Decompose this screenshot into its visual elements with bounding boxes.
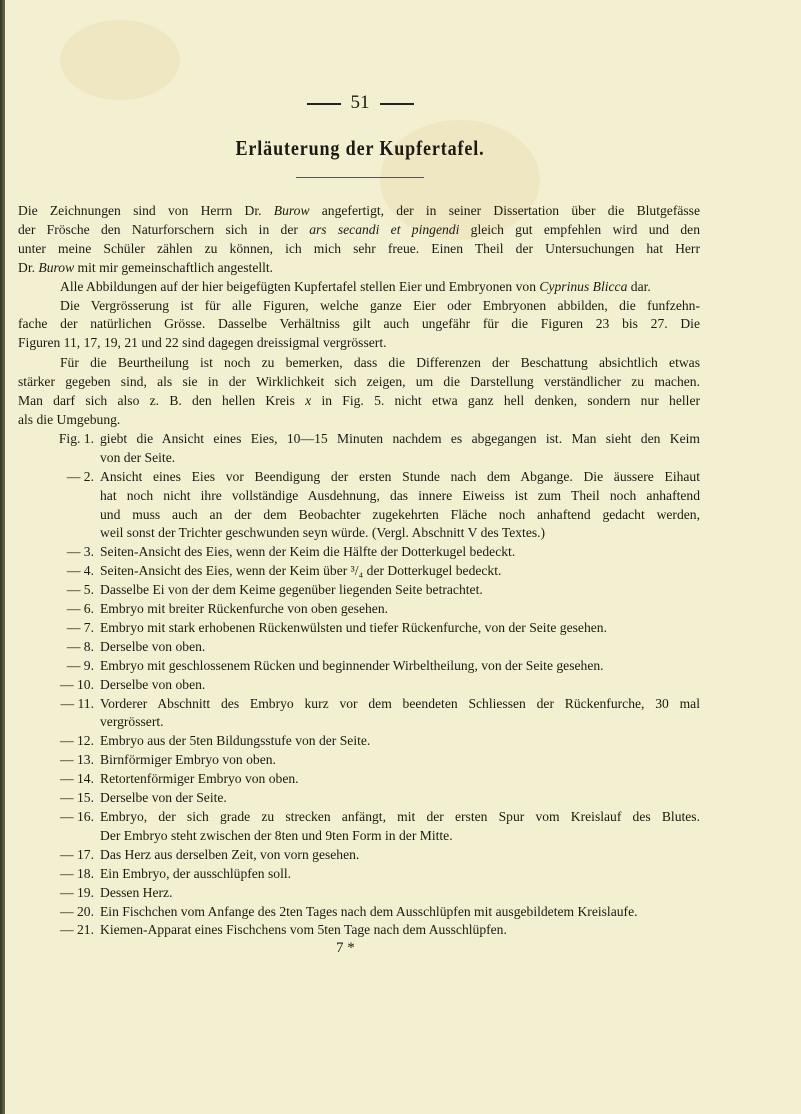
caption-line: Ein Embryo, der ausschlüpfen soll. <box>100 865 292 881</box>
ornament-right <box>380 103 414 105</box>
italic-text: x <box>305 393 312 409</box>
figure-label: — 3. <box>66 544 94 560</box>
caption-line: vergrössert. <box>100 714 164 730</box>
figure-caption <box>18 884 700 903</box>
figure-label: — 6. <box>66 601 94 617</box>
italic-text: Burow <box>38 259 75 275</box>
figure-caption <box>18 789 700 808</box>
figure-caption <box>18 543 700 562</box>
text-line <box>18 354 700 373</box>
figure-label: — 4. <box>66 563 94 579</box>
paper-stain <box>60 20 180 100</box>
figure-label: — 5. <box>66 582 94 598</box>
caption-line: weil sonst der Trichter geschwunden seyn würde. (Vergl. Abschnitt V des Textes.) <box>100 525 546 541</box>
caption-line: Dasselbe Ei von der dem Keime gegenüber liegenden Seite betrachtet. <box>100 582 483 598</box>
figure-label: — 7. <box>66 619 94 635</box>
signature-mark: 7 * <box>336 940 355 956</box>
caption-line: Kiemen-Apparat eines Fischchens vom 5ten Tage nach dem Ausschlüpfen. <box>100 922 507 938</box>
section-title: Erläuterung der Kupfertafel. <box>235 136 485 160</box>
text-segment: in Fig. 5. nicht etwa ganz hell denken, sondern nur heller <box>311 393 701 409</box>
figure-caption <box>18 808 700 846</box>
caption-line: Derselbe von oben. <box>100 638 206 654</box>
figure-caption <box>18 676 700 695</box>
figure-caption <box>18 619 700 638</box>
figure-caption <box>18 770 700 789</box>
title-rule <box>296 177 424 178</box>
figure-caption <box>18 751 700 770</box>
text-segment: Die Zeichnungen sind von Herrn Dr. <box>18 203 274 218</box>
text-segment: gleich gut empfehlen wird und den <box>459 221 701 237</box>
caption-line: giebt die Ansicht eines Eies, 10—15 Minuten nachdem es abgegangen ist. Man sieht den Keim <box>100 430 700 446</box>
caption-line: Vorderer Abschnitt des Embryo kurz vor dem beendeten Schliessen der Rückenfurche, 30 mal <box>100 695 700 711</box>
text-segment: der Frösche den Naturforschern sich in der <box>18 221 310 237</box>
caption-line: Dessen Herz. <box>100 884 173 900</box>
caption-line: Embryo, der sich grade zu strecken anfängt, mit der ersten Spur vom Kreislauf des Blutes. <box>100 809 700 824</box>
text-segment: fache der natürlichen Grösse. Dasselbe Verhältniss gilt auch ungefähr für die Figuren 23 bis 27. Die <box>18 316 700 332</box>
ornament-left <box>307 103 341 105</box>
body-text <box>18 202 700 940</box>
caption-line: Derselbe von der Seite. <box>100 790 227 806</box>
text-segment: Dr. <box>18 259 39 275</box>
caption-line: Das Herz aus derselben Zeit, von vorn gesehen. <box>100 846 360 862</box>
text-line <box>18 240 700 259</box>
italic-text: Burow <box>273 203 310 218</box>
text-line <box>18 373 700 392</box>
text-segment: mit mir gemeinschaftlich angestellt. <box>74 259 274 275</box>
caption-line: Seiten-Ansicht des Eies, wenn der Keim über ³/₄ der Dotterkugel bedeckt. <box>100 563 502 579</box>
caption-line: von der Seite. <box>100 449 176 465</box>
caption-line: Birnförmiger Embryo von oben. <box>100 752 276 768</box>
paragraph <box>18 278 700 297</box>
caption-line: Derselbe von oben. <box>100 676 206 692</box>
figure-caption <box>18 903 700 922</box>
text-segment: dar. <box>627 278 651 294</box>
caption-line: Embryo mit stark erhobenen Rückenwülsten und tiefer Rückenfurche, von der Seite gesehen. <box>100 619 607 635</box>
figure-label: — 18. <box>60 865 94 881</box>
text-segment: unter meine Schüler zählen zu können, ich mich sehr freue. Einen Theil der Untersuchungen hat Herr <box>18 240 700 256</box>
figure-caption <box>18 695 700 733</box>
figure-caption <box>18 732 700 751</box>
caption-line: Ansicht eines Eies vor Beendigung der ersten Stunde nach dem Abgange. Die äussere Eihaut <box>100 468 700 484</box>
figure-caption <box>18 600 700 619</box>
caption-line: Retortenförmiger Embryo von oben. <box>100 771 299 787</box>
caption-line: Embryo mit geschlossenem Rücken und beginnender Wirbeltheilung, von der Seite gesehen. <box>100 657 604 673</box>
paragraph <box>18 202 700 278</box>
page-number-text: 51 <box>350 92 370 113</box>
text-line <box>18 392 700 411</box>
figure-label: — 15. <box>60 790 94 806</box>
caption-line: Embryo mit breiter Rückenfurche von oben gesehen. <box>100 601 389 617</box>
page-number <box>0 92 720 114</box>
text-segment: Für die Beurtheilung ist noch zu bemerken, dass die Differenzen der Beschattung absichtlich etwas <box>60 355 700 371</box>
caption-line: Seiten-Ansicht des Eies, wenn der Keim die Hälfte der Dotterkugel bedeckt. <box>100 544 516 560</box>
figure-label: — 21. <box>60 922 94 938</box>
text-line <box>18 297 700 316</box>
figure-label: — 8. <box>66 638 94 654</box>
figure-caption <box>18 921 700 940</box>
text-segment: angefertigt, der in seiner Dissertation über die Blutgefässe <box>309 203 700 218</box>
text-segment: Man darf sich also z. B. den hellen Kreis <box>18 393 306 409</box>
figure-caption <box>18 430 700 468</box>
italic-text: Cyprinus Blicca <box>539 278 628 294</box>
text-line <box>18 315 700 334</box>
figure-caption <box>18 562 700 581</box>
italic-text: ars secandi et pingendi <box>309 221 460 237</box>
figure-caption <box>18 846 700 865</box>
figure-caption <box>18 581 700 600</box>
caption-line: Der Embryo steht zwischen der 8ten und 9ten Form in der Mitte. <box>100 827 453 843</box>
paragraph <box>18 354 700 430</box>
figure-label: — 19. <box>60 884 94 900</box>
figure-label: — 9. <box>66 657 94 673</box>
figure-label: — 17. <box>60 846 94 862</box>
figure-label: — 10. <box>60 676 94 692</box>
figure-label: — 12. <box>60 733 94 749</box>
figure-label: — 20. <box>60 903 94 919</box>
figure-label: — 14. <box>60 771 94 787</box>
text-segment: stärker gegeben sind, als sie in der Wirklichkeit sich zeigen, um die Darstellung verständlicher zu machen. <box>18 374 700 390</box>
paragraph <box>18 297 700 354</box>
figure-caption <box>18 638 700 657</box>
caption-line: Embryo aus der 5ten Bildungsstufe von der Seite. <box>100 733 371 749</box>
figure-label: — 16. <box>60 809 94 824</box>
text-segment: Figuren 11, 17, 19, 21 und 22 sind dagegen dreissigmal vergrössert. <box>18 335 387 351</box>
text-line <box>18 221 700 240</box>
figure-caption <box>18 468 700 544</box>
text-line <box>18 259 700 278</box>
figure-label: Fig. 1. <box>58 430 94 446</box>
text-line <box>18 334 700 353</box>
text-line <box>18 202 700 221</box>
figure-caption <box>18 657 700 676</box>
text-segment: Alle Abbildungen auf der hier beigefügten Kupfertafel stellen Eier und Embryonen von <box>60 278 540 294</box>
text-segment: als die Umgebung. <box>18 411 121 427</box>
figure-label: — 13. <box>60 752 94 768</box>
figure-label: — 11. <box>60 695 94 711</box>
text-line <box>18 411 700 430</box>
text-segment: Die Vergrösserung ist für alle Figuren, welche ganze Eier oder Embryonen abbilden, die funfzehn- <box>60 297 700 313</box>
caption-line: und muss auch an der dem Beobachter zugekehrten Fläche noch anhaftend gedacht werden, <box>100 506 700 522</box>
figure-caption <box>18 865 700 884</box>
figure-label: — 2. <box>66 468 94 484</box>
text-line <box>18 278 700 297</box>
page-binding-edge <box>0 0 5 1114</box>
caption-line: Ein Fischchen vom Anfange des 2ten Tages nach dem Ausschlüpfen mit ausgebildetem Kreislaufe. <box>100 903 638 919</box>
caption-line: hat noch nicht ihre vollständige Ausdehnung, das innere Eiweiss ist zum Theil noch anhaftend <box>100 487 700 503</box>
